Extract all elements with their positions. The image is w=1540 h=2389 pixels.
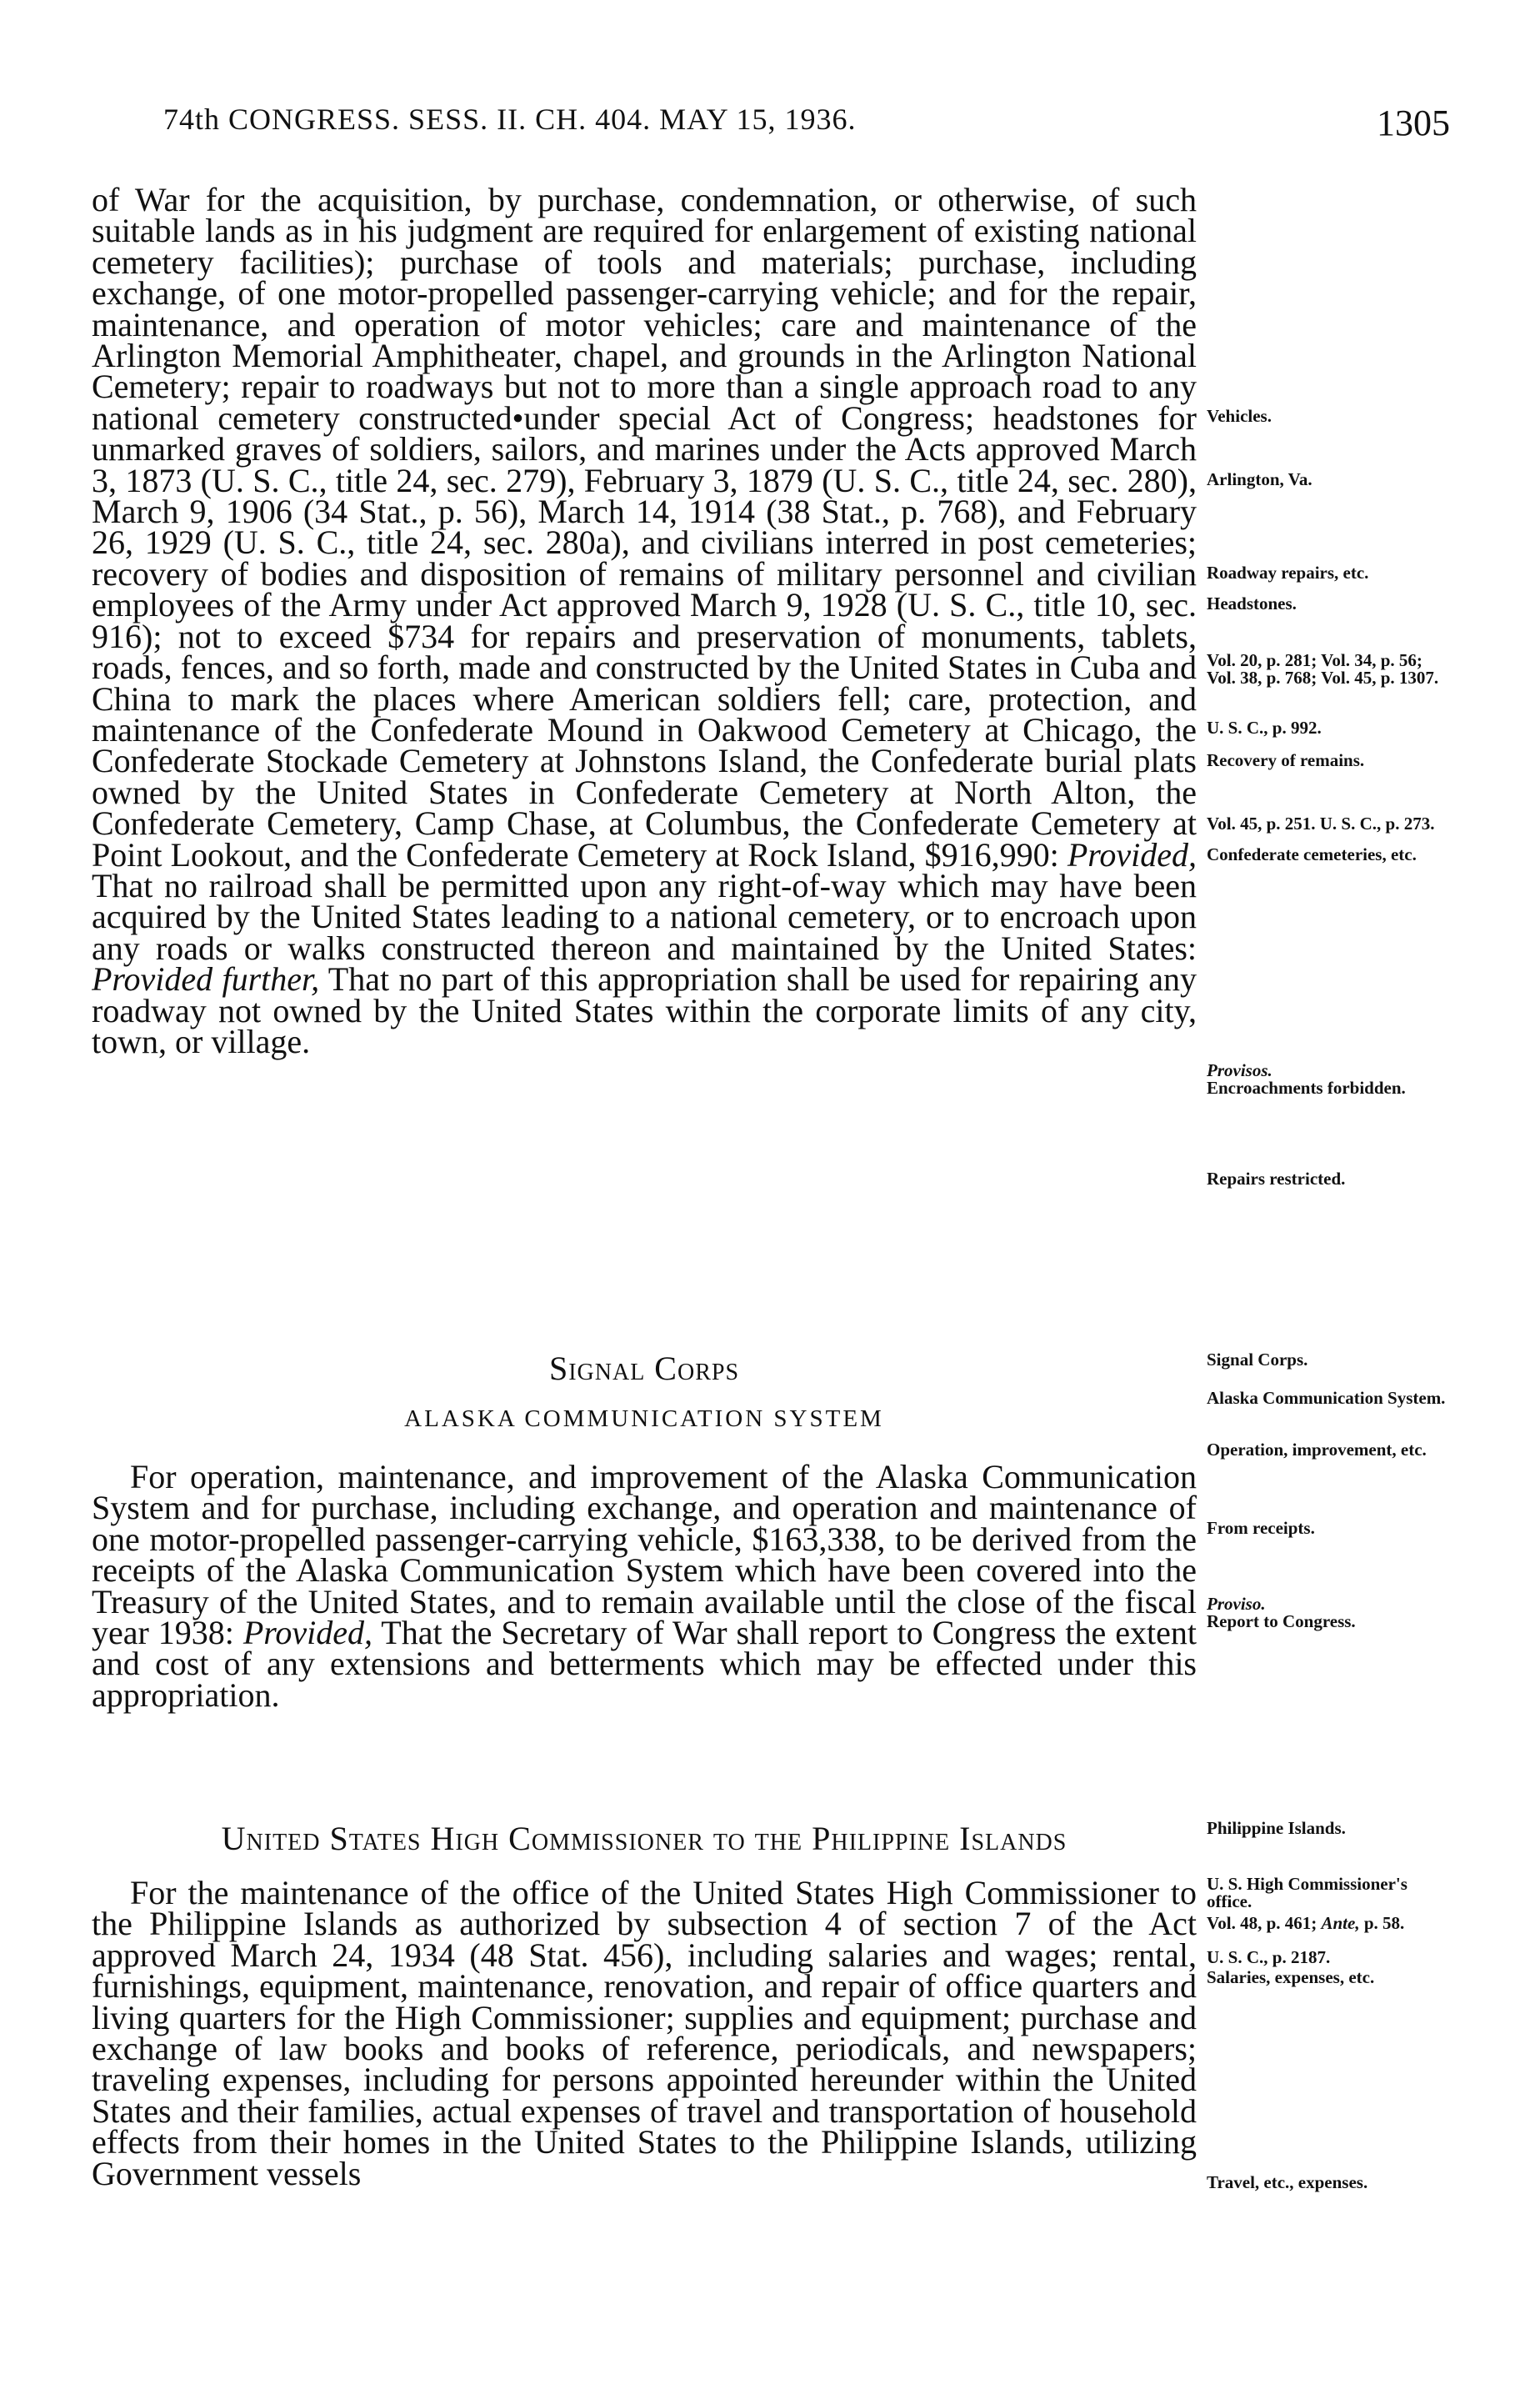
paragraph-text: That no railroad shall be permitted upon any right-of-way which may have been acquired by the United States leading to a national cemetery, or to encroach upon any roads or walks constructed thereon and maintained by the United States:	[92, 866, 1197, 967]
heading-signal-corps: Signal Corps	[548, 1350, 740, 1387]
section-high-commissioner	[92, 1877, 1197, 2281]
margin-note-text: p. 58.	[1359, 1913, 1405, 1933]
margin-note-text: Confederate cemeteries, etc.	[1207, 844, 1417, 864]
margin-note-text: Arlington, Va.	[1207, 469, 1312, 489]
margin-note-hc-office	[1207, 1876, 1450, 1911]
margin-note-roadway	[1207, 564, 1450, 582]
margin-note-text: Roadway repairs, etc.	[1207, 563, 1369, 583]
page-header	[163, 102, 1450, 145]
margin-note-travel	[1207, 2174, 1450, 2191]
margin-note-proviso	[1207, 1595, 1450, 1630]
margin-note-text: Operation, improvement, etc.	[1207, 1440, 1427, 1460]
margin-note-text: U. S. C., p. 2187.	[1207, 1947, 1331, 1967]
margin-note-text: Salaries, expenses, etc.	[1207, 1967, 1375, 1987]
margin-note-text: Report to Congress.	[1207, 1611, 1356, 1631]
paragraph-alaska	[92, 1461, 1197, 1772]
paragraph-cemeteries	[92, 184, 1197, 1348]
margin-note-text: U. S. C., p. 992.	[1207, 718, 1322, 738]
margin-note-recovery	[1207, 752, 1450, 769]
margin-note-vol45	[1207, 815, 1450, 833]
margin-note-headstones	[1207, 595, 1450, 613]
page-number: 1305	[1377, 103, 1450, 143]
margin-note-text: Vol. 45, p. 251. U. S. C., p. 273.	[1207, 814, 1435, 834]
margin-note-confederate	[1207, 846, 1450, 864]
margin-note-vol-refs	[1207, 652, 1450, 687]
proviso-word: Provided,	[242, 1614, 373, 1652]
margin-note-signal	[1207, 1351, 1450, 1369]
margin-note-repairs	[1207, 1170, 1450, 1188]
margin-note-text: Signal Corps.	[1207, 1350, 1308, 1370]
margin-note-vol48	[1207, 1915, 1450, 1932]
margin-note-text: Provisos.	[1207, 1060, 1272, 1080]
paragraph-text: That the Secretary of War shall report to Congress the extent and cost of any extensions and betterments which may be effected under this appropriation.	[92, 1614, 1197, 1714]
margin-note-text: Philippine Islands.	[1207, 1818, 1346, 1838]
paragraph-high-commissioner: For the maintenance of the office of the United States High Commissioner to the Philippine Islands as authorized by subsection 4 of section 7 of the Act approved March 24, 1934 (48 Stat. 456), including salaries and wages; rental, furnishings, equipment, maintenance, renovation, and repair of office quarters and living quarters for the High Commissioner; supplies and equipment; purchase and exchange of law books and books of reference, periodicals, and newspapers; traveling expenses, including for persons appointed hereunder within the United States and their families, actual expenses of travel and transportation of household effects from their homes in the United States to the Philippine Islands, utilizing Government vessels	[92, 1877, 1197, 2192]
margin-note-arlington	[1207, 471, 1450, 488]
heading-alaska-system: ALASKA COMMUNICATION SYSTEM	[404, 1405, 884, 1432]
paragraph-text: of War for the acquisition, by purchase, condemnation, or otherwise, of such suitable lands as in his judgment are required for enlargement of existing national cemetery facilities); purchase of tools and materials; purchase, including exchange, of one motor-propelled passenger-carrying vehicle; and for the repair, maintenance, and operation of motor vehicles; care and maintenance of the Arlington Memorial Amphitheater, chapel, and grounds in the Arlington National Cemetery; repair to roadways but not to more than a single approach road to any national cemetery constructed•under special Act of Congress; headstones for unmarked graves of soldiers, sailors, and marines under the Acts approved March 3, 1873 (U. S. C., title 24, sec. 279), February 3, 1879 (U. S. C., title 24, sec. 280), March 9, 1906 (34 Stat., p. 56), March 14, 1914 (38 Stat., p. 768), and February 26, 1929 (U. S. C., title 24, sec. 280a), and civilians interred in post cemeteries; recovery of bodies and disposition of remains of military personnel and civilian employees of the Army under Act approved March 9, 1928 (U. S. C., title 10, sec. 916); not to exceed $734 for repairs and preservation of monuments, tablets, roads, fences, and so forth, made and constructed by the United States in Cuba and China to mark the places where American soldiers fell; care, protection, and maintenance of the Confederate Mound in Oakwood Cemetery at Chicago, the Confederate Stockade Cemetery at Johnstons Island, the Confederate burial plats owned by the United States in Confederate Cemetery at North Alton, the Confederate Cemetery, Camp Chase, at Columbus, the Confederate Cemetery at Point Lookout, and the Confederate Cemetery at Rock Island, $916,990:	[92, 184, 1197, 874]
margin-note-text: U. S. High Commissioner's office.	[1207, 1874, 1408, 1911]
margin-note-operation	[1207, 1441, 1450, 1459]
proviso-word: Provided,	[1067, 835, 1197, 874]
running-head: 74th CONGRESS. SESS. II. CH. 404. MAY 15, 1936.	[163, 103, 857, 136]
margin-note-usc-2187	[1207, 1949, 1450, 1966]
margin-note-text: Alaska Communication System.	[1207, 1388, 1446, 1408]
margin-note-provisos	[1207, 1062, 1450, 1097]
margin-note-text: Proviso.	[1207, 1594, 1266, 1614]
margin-note-salaries	[1207, 1969, 1450, 1986]
margin-note-text: Repairs restricted.	[1207, 1169, 1346, 1189]
margin-note-text: Vol. 20, p. 281; Vol. 34, p. 56; Vol. 38, p. 768; Vol. 45, p. 1307.	[1207, 650, 1439, 688]
section-alaska	[92, 1461, 1197, 1772]
paragraph-text: For operation, maintenance, and improvement of the Alaska Communication System and for purchase, including exchange, and operation and maintenance of one motor-propelled passenger-carrying vehicle, $163,338, to be derived from the receipts of the Alaska Communication System which have been covered into the Treasury of the United States, and to remain available until the close of the fiscal year 1938:	[92, 1461, 1197, 1652]
proviso-word: Provided further,	[92, 960, 320, 999]
heading-high-commissioner: United States High Commissioner to the Philippine Islands	[221, 1820, 1068, 1857]
margin-note-text: Headstones.	[1207, 593, 1297, 614]
margin-note-text: Recovery of remains.	[1207, 750, 1365, 770]
margin-note-text: Travel, etc., expenses.	[1207, 2172, 1368, 2192]
margin-note-receipts	[1207, 1520, 1450, 1537]
margin-note-usc	[1207, 719, 1450, 737]
margin-note-text: From receipts.	[1207, 1518, 1315, 1538]
margin-note-text: Vol. 48, p. 461;	[1207, 1913, 1322, 1933]
margin-note-vehicles	[1207, 408, 1450, 425]
margin-note-text: Vehicles.	[1207, 406, 1272, 426]
margin-note-philippine	[1207, 1820, 1450, 1837]
section-cemeteries	[92, 184, 1197, 1348]
paragraph-text: That no part of this appropriation shall be used for repairing any roadway not owned by the United States within the corporate limits of any city, town, or village.	[92, 960, 1197, 1060]
margin-note-alaska	[1207, 1390, 1450, 1407]
margin-note-text: Encroachments forbidden.	[1207, 1078, 1406, 1098]
margin-note-text: Ante,	[1321, 1913, 1360, 1933]
